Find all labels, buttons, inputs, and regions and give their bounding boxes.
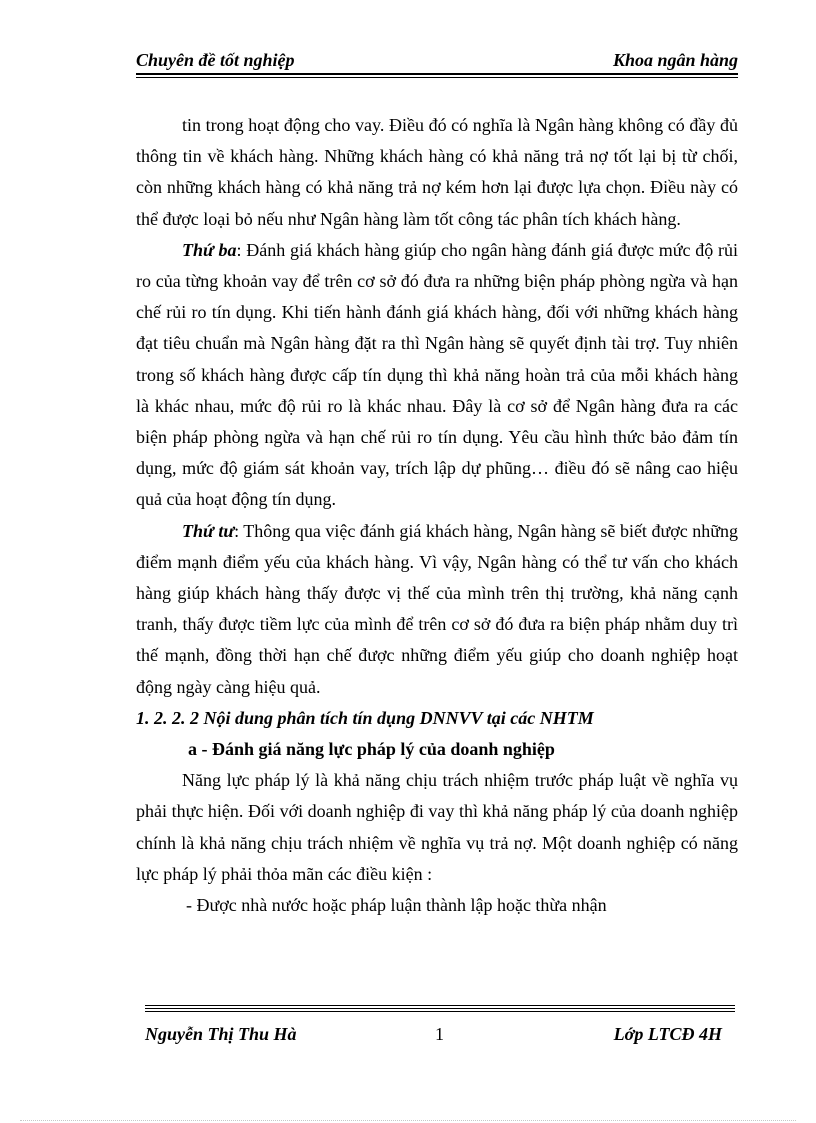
sub-heading: a - Đánh giá năng lực pháp lý của doanh nghiệp	[188, 739, 555, 760]
paragraph-thu-ba-text: : Đánh giá khách hàng giúp cho ngân hàng đánh giá được mức độ rủi ro của từng khoản vay để trên cơ sở đó đưa ra những biện pháp phòng ngừa và hạn chế rủi ro tín dụng. Khi tiến hành đánh giá khách hàng, đối với những khách hàng đạt tiêu chuẩn mà Ngân hàng đặt ra thì Ngân hàng sẽ quyết định tài trợ. Tuy nhiên trong số khách hàng được cấp tín dụng thì khả năng hoàn trả của mỗi khách hàng là khác nhau, mức độ rủi ro là khác nhau. Đây là cơ sở để Ngân hàng đưa ra các biện pháp phòng ngừa và hạn chế rủi ro tín dụng. Yêu cầu hình thức bảo đảm tín dụng, mức độ giám sát khoản vay, trích lập dự phũng… điều đó sẽ nâng cao hiệu quả của hoạt động tín dụng.	[136, 239, 738, 510]
paragraph-legal-capacity: Năng lực pháp lý là khả năng chịu trách nhiệm trước pháp luật về nghĩa vụ phải thực hiện. Đối với doanh nghiệp đi vay thì khả năng pháp lý của doanh nghiệp chính là khả năng chịu trách nhiệm về nghĩa vụ trả nợ. Một doanh nghiệp có năng lực pháp lý phải thỏa mãn các điều kiện :	[136, 770, 738, 884]
footer-author: Nguyễn Thị Thu Hà	[145, 1024, 297, 1044]
section-heading: 1. 2. 2. 2 Nội dung phân tích tín dụng DNNVV tại các NHTM	[136, 707, 594, 728]
paragraph-lead-thu-tu: Thứ tư	[182, 520, 235, 541]
paragraph-thu-ba	[136, 235, 738, 516]
page-number: 1	[435, 1024, 444, 1044]
paragraph-thu-tu	[136, 516, 738, 703]
bullet-item: - Được nhà nước hoặc pháp luận thành lập hoặc thừa nhận	[186, 895, 607, 916]
paragraph-1: tin trong hoạt động cho vay. Điều đó có nghĩa là Ngân hàng không có đầy đủ thông tin về khách hàng. Những khách hàng có khả năng trả nợ tốt lại bị từ chối, còn những khách hàng có khả năng trả nợ kém hơn lại được lựa chọn. Điều này có thể được loại bỏ nếu như Ngân hàng làm tốt công tác phân tích khách hàng.	[136, 115, 738, 229]
header-document-title: Chuyên đề tốt nghiệp	[136, 50, 295, 70]
header-rule-thin	[136, 77, 738, 78]
footer-rule	[145, 1008, 735, 1009]
page-header	[136, 48, 738, 72]
footer-class: Lớp LTCĐ 4H	[613, 1024, 722, 1044]
page-edge	[20, 1120, 796, 1121]
paragraph-thu-tu-text: : Thông qua việc đánh giá khách hàng, Ngân hàng sẽ biết được những điểm mạnh điểm yếu của khách hàng. Vì vậy, Ngân hàng có thể tư vấn cho khách hàng giúp khách hàng thấy được vị thế của mình trên thị trường, khả năng cạnh tranh, thấy được tiềm lực của mình để trên cơ sở đó đưa ra biện pháp nhằm duy trì thế mạnh, đồng thời hạn chế được những điểm yếu giúp cho doanh nghiệp hoạt động ngày càng hiệu quả.	[136, 520, 738, 697]
header-department: Khoa ngân hàng	[612, 50, 738, 70]
header-rule-thick	[136, 73, 738, 75]
page-footer	[145, 1024, 735, 1048]
footer-rule	[145, 1005, 735, 1006]
footer-rule	[145, 1011, 735, 1012]
paragraph-lead-thu-ba: Thứ ba	[182, 239, 237, 260]
page-body	[136, 110, 738, 921]
